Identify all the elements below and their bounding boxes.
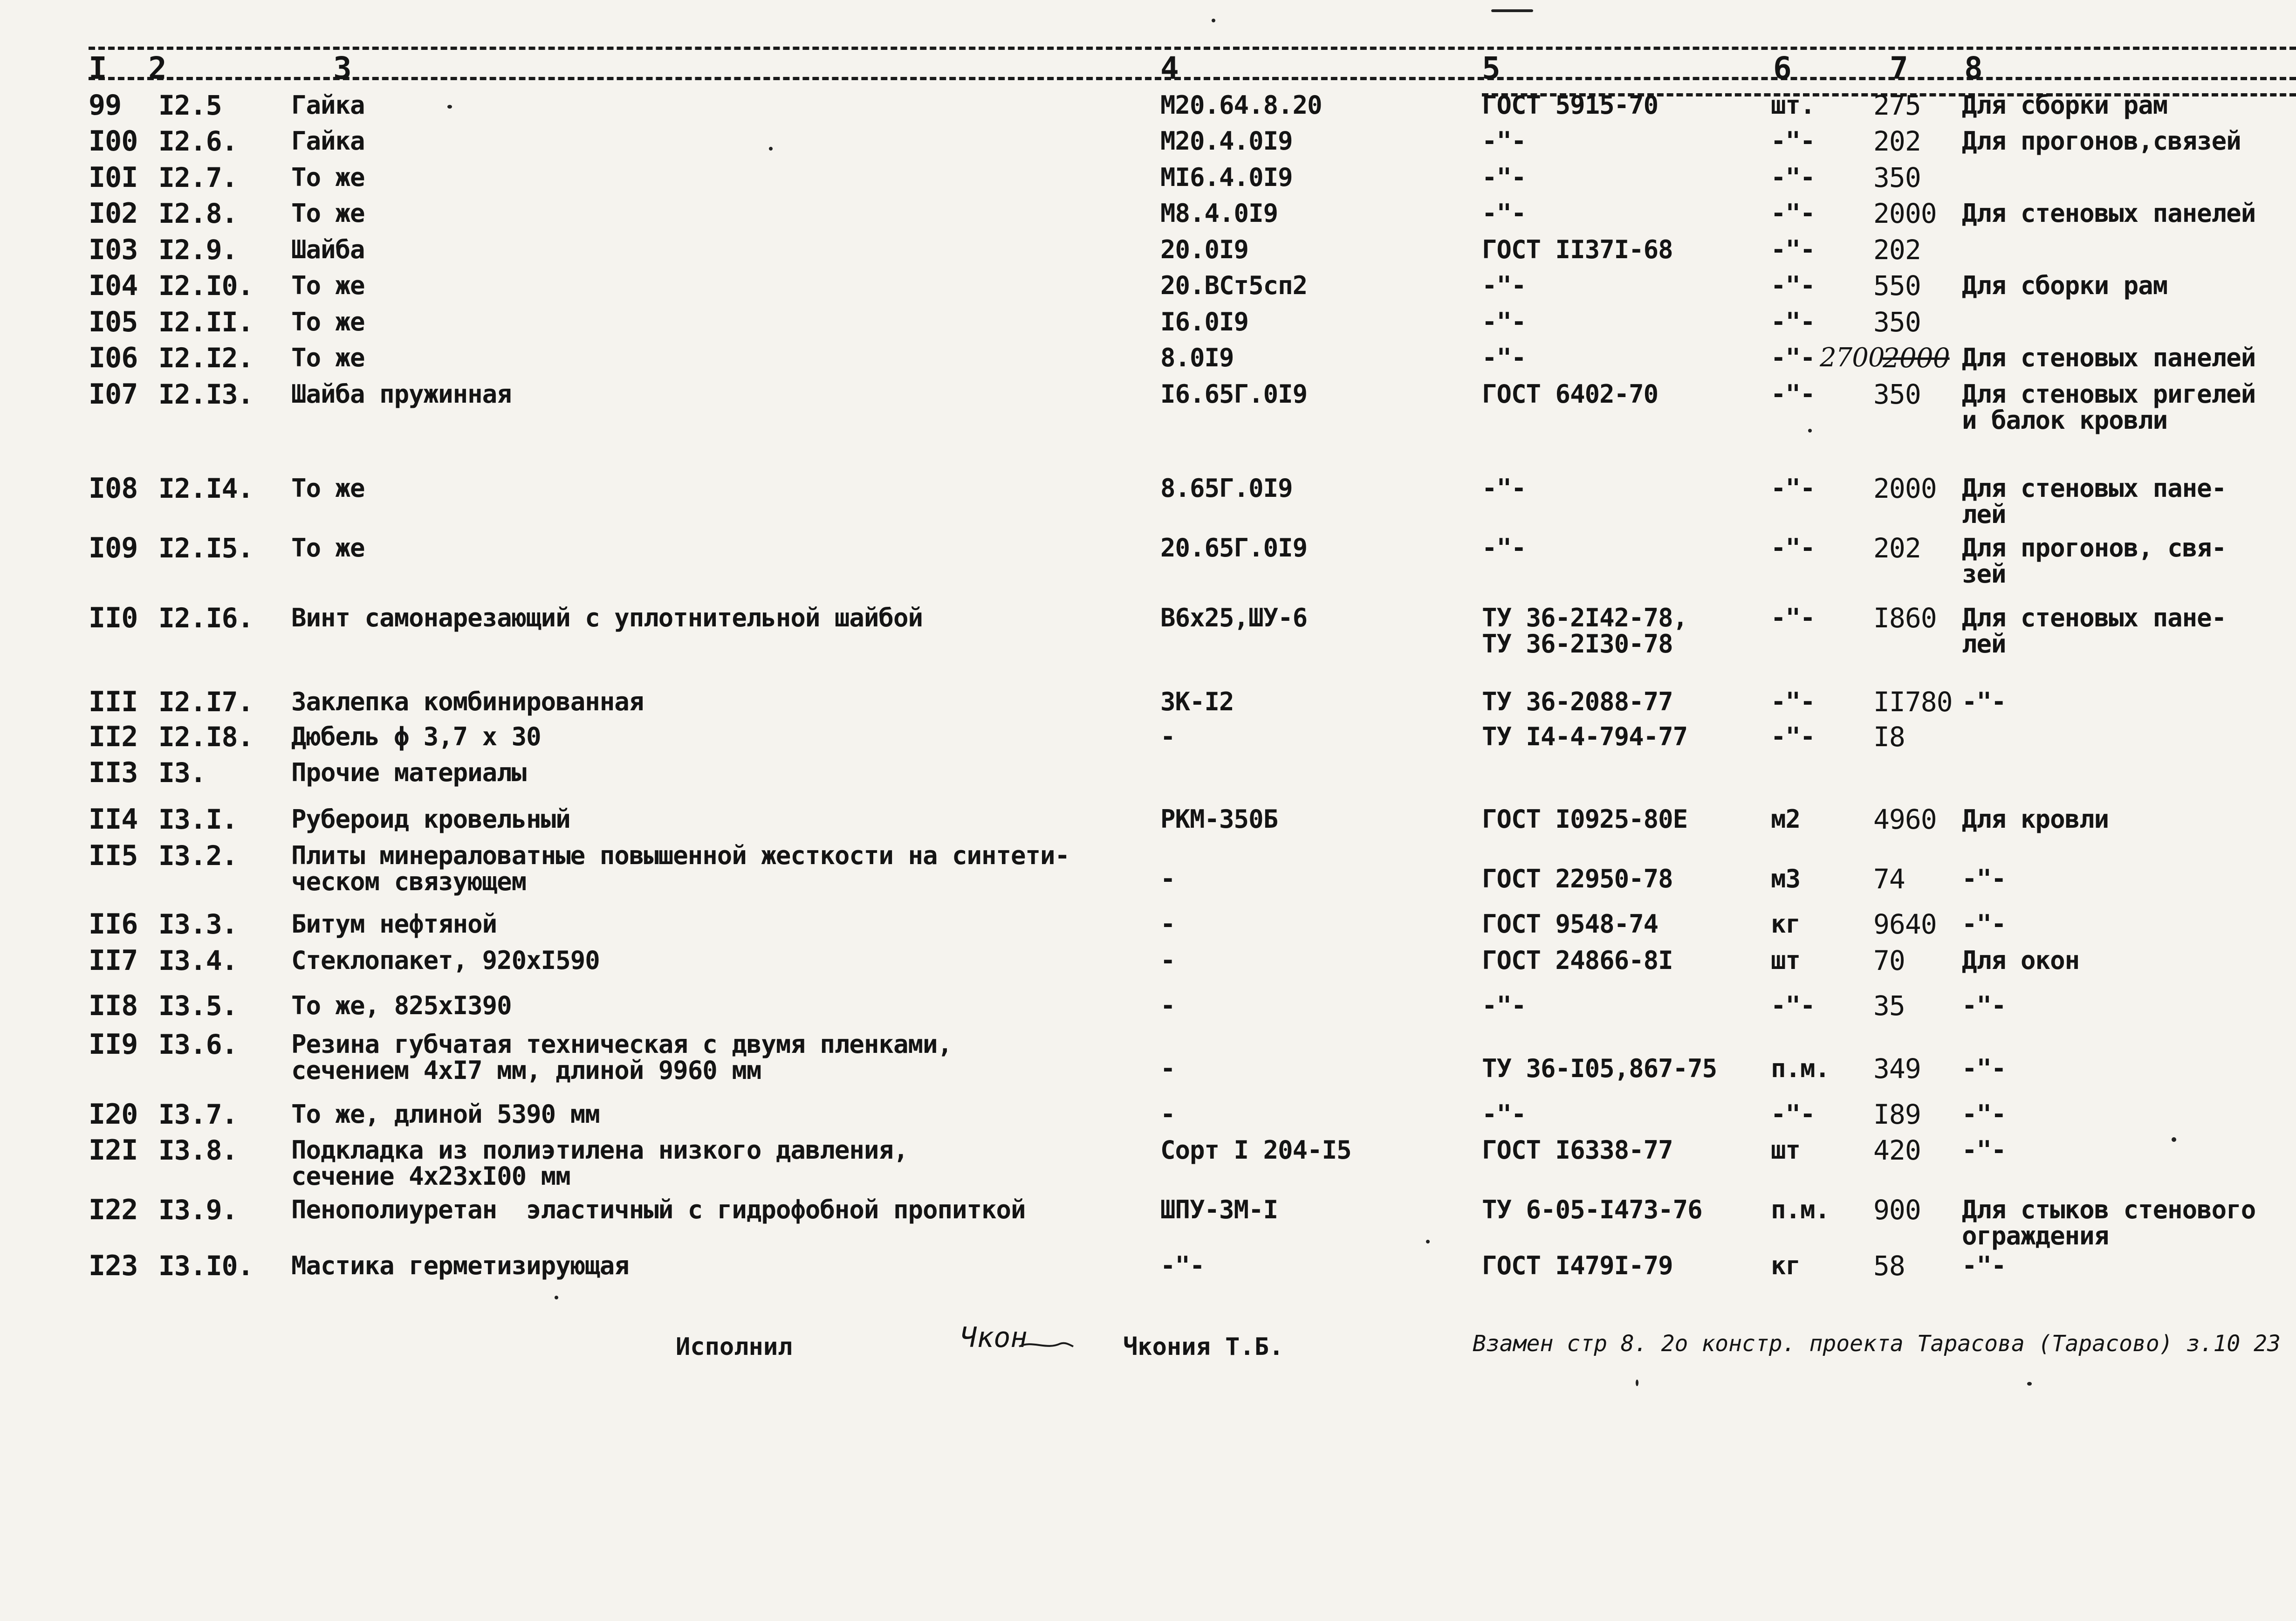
item-mark: - (1160, 991, 1175, 1020)
item-quantity: 202 (1873, 234, 1921, 266)
item-mark: 8.65Г.0I9 (1160, 474, 1293, 503)
item-note: Для стеновых панелей (1962, 343, 2256, 372)
item-mark: - (1160, 1099, 1175, 1129)
item-standard: -"- (1482, 163, 1526, 192)
item-note: -"- (1962, 687, 2006, 716)
item-quantity: 349 (1873, 1053, 1921, 1085)
item-unit: -"- (1771, 235, 1815, 264)
position-code: I3.8. (158, 1134, 238, 1166)
item-name: То же (291, 163, 365, 192)
item-mark: I6.65Г.0I9 (1160, 379, 1308, 409)
item-mark: - (1160, 909, 1175, 939)
item-mark: М8.4.0I9 (1160, 199, 1278, 228)
row-number: II4 (89, 803, 138, 836)
row-number: I03 (89, 234, 138, 266)
item-mark: МI6.4.0I9 (1160, 163, 1293, 192)
item-standard: ТУ 36-2I42-78, ТУ 36-2I30-78 (1482, 603, 1688, 659)
item-quantity: 275 (1873, 89, 1921, 121)
position-code: I3. (158, 757, 206, 789)
item-name: Гайка (291, 90, 365, 120)
position-code: I2.I0. (158, 270, 254, 302)
row-number: I0I (89, 161, 138, 194)
position-code: I2.I5. (158, 532, 254, 564)
item-name: Заклепка комбинированная (291, 687, 644, 716)
position-code: I3.2. (158, 840, 238, 872)
position-code: I3.I0. (158, 1250, 254, 1282)
scan-speck (447, 105, 452, 109)
item-note: Для стеновых пане- лей (1962, 603, 2227, 659)
row-number: I05 (89, 306, 138, 338)
item-unit: -"- (1771, 474, 1815, 503)
row-number: I2I (89, 1134, 138, 1167)
position-code: I2.5 (158, 89, 222, 121)
item-standard: ГОСТ 9548-74 (1482, 909, 1659, 939)
item-unit: кг (1771, 909, 1801, 939)
scan-speck (769, 147, 773, 151)
row-number: I09 (89, 532, 138, 564)
item-unit: -"- (1771, 271, 1815, 300)
item-quantity: 420 (1873, 1134, 1921, 1166)
item-name: Винт самонарезающий с уплотнительной шайбой (291, 603, 923, 632)
item-standard: -"- (1482, 474, 1526, 503)
item-note: -"- (1962, 1251, 2006, 1280)
item-quantity: 202 (1873, 125, 1921, 157)
item-note: -"- (1962, 864, 2006, 893)
item-standard: ТУ I4-4-794-77 (1482, 722, 1688, 751)
position-code: I3.4. (158, 945, 238, 976)
position-code: I2.I3. (158, 378, 254, 410)
position-code: I3.7. (158, 1099, 238, 1130)
scan-speck (1808, 429, 1812, 433)
position-code: I2.6. (158, 125, 238, 157)
item-note: Для окон (1962, 946, 2080, 975)
item-quantity: 900 (1873, 1194, 1921, 1226)
signature-stroke (1018, 1335, 1074, 1354)
column-header-5: 5 (1482, 50, 1501, 86)
column-header-6: 6 (1773, 50, 1792, 86)
item-quantity: 350 (1873, 162, 1921, 193)
item-unit: -"- (1771, 343, 1815, 372)
item-unit: м2 (1771, 804, 1801, 834)
row-number: I07 (89, 378, 138, 411)
item-mark: 8.0I9 (1160, 343, 1234, 372)
item-unit: -"- (1771, 687, 1815, 716)
item-unit: -"- (1771, 722, 1815, 751)
signature: Чкон (960, 1321, 1028, 1354)
position-code: I3.5. (158, 990, 238, 1022)
item-unit: м3 (1771, 864, 1801, 893)
item-mark: 20.0I9 (1160, 235, 1249, 264)
row-number: II9 (89, 1028, 138, 1061)
item-name: Подкладка из полиэтилена низкого давления, сечение 4х23хI00 мм (291, 1135, 908, 1191)
item-mark: - (1160, 1054, 1175, 1083)
item-quantity: 202 (1873, 532, 1921, 564)
item-unit: кг (1771, 1251, 1801, 1280)
column-header-2: 2 (148, 50, 167, 86)
column-header-3: 3 (333, 50, 352, 86)
row-number: II3 (89, 756, 138, 789)
item-quantity: 9640 (1873, 908, 1937, 940)
column-header-1: I (89, 50, 107, 86)
row-number: I06 (89, 342, 138, 374)
item-name: Шайба пружинная (291, 379, 512, 409)
scan-speck (2172, 1137, 2176, 1142)
item-note: Для сборки рам (1962, 271, 2168, 300)
row-number: I22 (89, 1194, 138, 1226)
position-code: I2.8. (158, 198, 238, 229)
item-quantity: 70 (1873, 945, 1905, 976)
item-unit: -"- (1771, 603, 1815, 632)
item-standard: ГОСТ 24866-8I (1482, 946, 1673, 975)
item-note: -"- (1962, 1135, 2006, 1165)
handwritten-replacement-note: Взамен стр 8. 2о констр. проекта Тарасова (Тарасово) з.10 23 (1473, 1331, 2281, 1357)
position-code: I2.9. (158, 234, 238, 266)
item-standard: ГОСТ 5915-70 (1482, 90, 1659, 120)
item-standard: ГОСТ II37I-68 (1482, 235, 1673, 264)
item-note: -"- (1962, 1099, 2006, 1129)
item-unit: шт (1771, 1135, 1801, 1165)
item-mark: ШПУ-3М-I (1160, 1195, 1278, 1224)
scan-speck (555, 1296, 558, 1299)
executor-name: Чкония Т.Б. (1123, 1333, 1284, 1361)
item-quantity-handwritten: 2700 (1820, 343, 1885, 373)
item-unit: -"- (1771, 533, 1815, 563)
item-standard: ГОСТ I479I-79 (1482, 1251, 1673, 1280)
item-name: Стеклопакет, 920хI590 (291, 946, 600, 975)
item-unit: -"- (1771, 199, 1815, 228)
item-quantity: 550 (1873, 270, 1921, 302)
item-quantity-struck: 2000 (1883, 342, 1950, 374)
position-code: I2.I2. (158, 342, 254, 374)
position-code: I2.I4. (158, 473, 254, 504)
scan-speck (1491, 9, 1533, 12)
item-name: То же (291, 199, 365, 228)
item-quantity: 58 (1873, 1250, 1905, 1282)
row-number: III (89, 686, 138, 718)
item-note: Для стеновых ригелей и балок кровли (1962, 379, 2256, 435)
row-number: II7 (89, 944, 138, 977)
item-mark: М20.4.0I9 (1160, 126, 1293, 156)
position-code: I3.9. (158, 1194, 238, 1226)
item-name: Гайка (291, 126, 365, 156)
row-number: I20 (89, 1098, 138, 1131)
item-mark: ЗК-I2 (1160, 687, 1234, 716)
executor-label: Исполнил (676, 1333, 793, 1361)
row-number: II5 (89, 839, 138, 872)
item-name: То же, 825хI390 (291, 991, 512, 1020)
position-code: I3.6. (158, 1029, 238, 1060)
item-mark: - (1160, 946, 1175, 975)
item-standard: ГОСТ 6402-70 (1482, 379, 1659, 409)
item-mark: Сорт I 204-I5 (1160, 1135, 1351, 1165)
item-note: -"- (1962, 909, 2006, 939)
position-code: I2.II. (158, 306, 254, 338)
item-standard: -"- (1482, 1099, 1526, 1129)
item-note: Для прогонов,связей (1962, 126, 2241, 156)
item-name: Мастика герметизирующая (291, 1251, 629, 1280)
item-unit: -"- (1771, 991, 1815, 1020)
item-name: То же (291, 271, 365, 300)
item-quantity: 35 (1873, 990, 1905, 1022)
row-number: I02 (89, 197, 138, 230)
item-standard: ГОСТ I6338-77 (1482, 1135, 1673, 1165)
item-unit: п.м. (1771, 1195, 1830, 1224)
item-name: Дюбель ϕ 3,7 х 30 (291, 722, 541, 751)
item-name: Битум нефтяной (291, 909, 497, 939)
item-standard: -"- (1482, 307, 1526, 337)
item-name: То же (291, 307, 365, 337)
item-standard: -"- (1482, 126, 1526, 156)
column-header-8: 8 (1964, 50, 1983, 86)
item-name: Прочие материалы (291, 758, 527, 787)
row-number: II6 (89, 908, 138, 941)
scan-speck (1212, 19, 1215, 22)
item-quantity: 350 (1873, 306, 1921, 338)
item-name: То же, длиной 5390 мм (291, 1099, 600, 1129)
item-standard: -"- (1482, 533, 1526, 563)
row-number: II0 (89, 602, 138, 634)
scan-speck (1426, 1240, 1430, 1243)
scan-speck (2027, 1382, 2032, 1386)
item-name: То же (291, 533, 365, 563)
item-standard: ТУ 36-2088-77 (1482, 687, 1673, 716)
item-unit: -"- (1771, 126, 1815, 156)
position-code: I2.I8. (158, 721, 254, 753)
item-standard: -"- (1482, 271, 1526, 300)
item-unit: -"- (1771, 1099, 1815, 1129)
header-top-rule (89, 47, 2296, 50)
item-mark: 20.ВСт5сп2 (1160, 271, 1308, 300)
item-note: Для прогонов, свя- зей (1962, 533, 2227, 589)
position-code: I2.I6. (158, 602, 254, 634)
scan-speck (1636, 1380, 1638, 1386)
item-standard: -"- (1482, 343, 1526, 372)
item-name: Пенополиуретан эластичный с гидрофобной пропиткой (291, 1195, 1026, 1224)
position-code: I2.I7. (158, 686, 254, 718)
item-quantity: 2000 (1873, 198, 1937, 229)
item-name: Шайба (291, 235, 365, 264)
item-name: То же (291, 343, 365, 372)
row-number: I08 (89, 472, 138, 505)
row-number: 99 (89, 89, 122, 122)
item-unit: -"- (1771, 307, 1815, 337)
position-code: I3.I. (158, 804, 238, 835)
item-note: -"- (1962, 1054, 2006, 1083)
item-mark: М20.64.8.20 (1160, 90, 1322, 120)
item-mark: В6х25,ШУ-6 (1160, 603, 1308, 632)
item-standard: ГОСТ 22950-78 (1482, 864, 1673, 893)
item-note: -"- (1962, 991, 2006, 1020)
item-note: Для сборки рам (1962, 90, 2168, 120)
item-unit: шт. (1771, 90, 1815, 120)
item-standard: -"- (1482, 991, 1526, 1020)
item-note: Для стыков стенового ограждения (1962, 1195, 2256, 1250)
column-header-7: 7 (1890, 50, 1908, 86)
item-note: Для кровли (1962, 804, 2109, 834)
item-standard: ТУ 36-I05,867-75 (1482, 1054, 1717, 1083)
item-quantity: I8 (1873, 721, 1905, 753)
row-number: I04 (89, 269, 138, 302)
item-quantity: 74 (1873, 863, 1905, 895)
row-number: I23 (89, 1250, 138, 1282)
item-name: То же (291, 474, 365, 503)
item-unit: шт (1771, 946, 1801, 975)
item-note: Для стеновых панелей (1962, 199, 2256, 228)
column-header-4: 4 (1160, 50, 1179, 86)
item-mark: -"- (1160, 1251, 1205, 1280)
item-quantity: I89 (1873, 1099, 1921, 1130)
item-standard: -"- (1482, 199, 1526, 228)
item-quantity: 2000 (1873, 473, 1937, 504)
row-number: I00 (89, 125, 138, 158)
item-mark: - (1160, 722, 1175, 751)
position-code: I2.7. (158, 162, 238, 193)
item-name: Плиты минераловатные повышенной жесткости на синтети- ческом связующем (291, 841, 1070, 896)
item-mark: РКМ-350Б (1160, 804, 1278, 834)
item-mark: 20.65Г.0I9 (1160, 533, 1308, 563)
item-unit: -"- (1771, 379, 1815, 409)
item-mark: I6.0I9 (1160, 307, 1249, 337)
item-note: Для стеновых пане- лей (1962, 474, 2227, 529)
row-number: II8 (89, 989, 138, 1022)
item-standard: ТУ 6-05-I473-76 (1482, 1195, 1702, 1224)
item-standard: ГОСТ I0925-80Е (1482, 804, 1688, 834)
item-name: Резина губчатая техническая с двумя пленками, сечением 4хI7 мм, длиной 9960 мм (291, 1030, 952, 1085)
item-unit: п.м. (1771, 1054, 1830, 1083)
item-name: Рубероид кровельный (291, 804, 570, 834)
item-quantity: 350 (1873, 378, 1921, 410)
item-quantity: II780 (1873, 686, 1953, 718)
item-unit: -"- (1771, 163, 1815, 192)
item-mark: - (1160, 864, 1175, 893)
row-number: II2 (89, 721, 138, 753)
item-quantity: I860 (1873, 602, 1937, 634)
position-code: I3.3. (158, 908, 238, 940)
item-quantity: 4960 (1873, 804, 1937, 835)
